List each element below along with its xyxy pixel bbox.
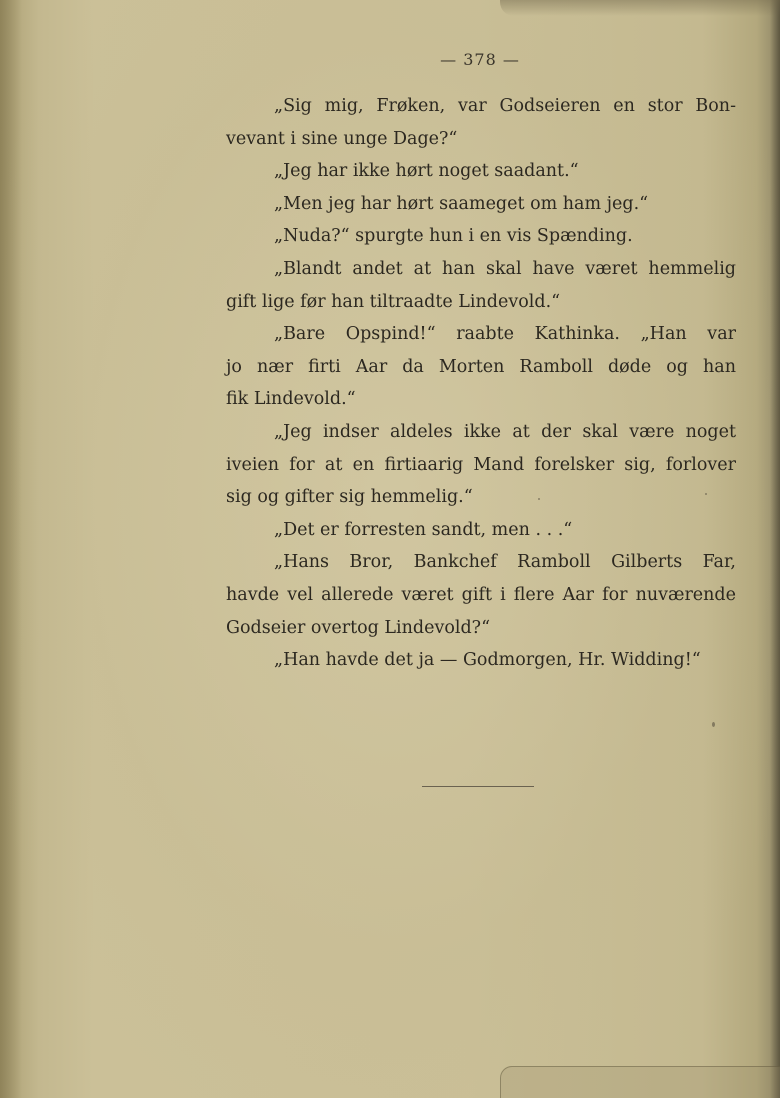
text-line: vevant i sine unge Dage?“ bbox=[226, 128, 458, 149]
text-line: fik Lindevold.“ bbox=[226, 389, 356, 410]
text-line: „Jeg indser aldeles ikke at der skal være noget bbox=[274, 421, 736, 442]
page-spine-shadow bbox=[0, 0, 22, 1098]
paper-speck bbox=[712, 722, 715, 727]
next-page-corner bbox=[500, 1066, 780, 1098]
text-line: „Sig mig, Frøken, var Godseieren en stor Bon- bbox=[274, 96, 736, 116]
section-end-rule bbox=[422, 786, 534, 787]
text-line: „Det er forresten sandt, men . . .“ bbox=[274, 519, 573, 540]
page-top-edge bbox=[500, 0, 780, 16]
text-line: „Bare Opspind!“ raabte Kathinka. „Han var bbox=[274, 324, 736, 345]
text-line: „Han havde det ja — Godmorgen, Hr. Widding!“ bbox=[274, 650, 701, 671]
text-line: „Hans Bror, Bankchef Ramboll Gilberts Far, bbox=[274, 552, 736, 573]
text-line: havde vel allerede været gift i flere Aar for nuværende bbox=[226, 584, 736, 605]
text-line: sig og gifter sig hemmelig.“ bbox=[226, 487, 473, 508]
text-line: „Jeg har ikke hørt noget saadant.“ bbox=[274, 161, 579, 182]
text-line: jo nær firti Aar da Morten Ramboll døde og han bbox=[226, 356, 736, 377]
text-line: gift lige før han tiltraadte Lindevold.“ bbox=[226, 291, 561, 312]
page-number: — 378 — bbox=[440, 50, 520, 69]
page-right-edge bbox=[770, 0, 780, 1098]
text-line: „Blandt andet at han skal have været hemmelig bbox=[274, 258, 736, 279]
paper-speck bbox=[705, 493, 707, 495]
text-line: Godseier overtog Lindevold?“ bbox=[226, 617, 491, 638]
paper-speck bbox=[538, 498, 540, 500]
text-line: „Men jeg har hørt saameget om ham jeg.“ bbox=[274, 193, 649, 214]
text-line: iveien for at en firtiaarig Mand forelsker sig, forlover bbox=[226, 454, 736, 475]
text-line: „Nuda?“ spurgte hun i en vis Spænding. bbox=[274, 226, 633, 247]
body-text bbox=[226, 90, 736, 677]
